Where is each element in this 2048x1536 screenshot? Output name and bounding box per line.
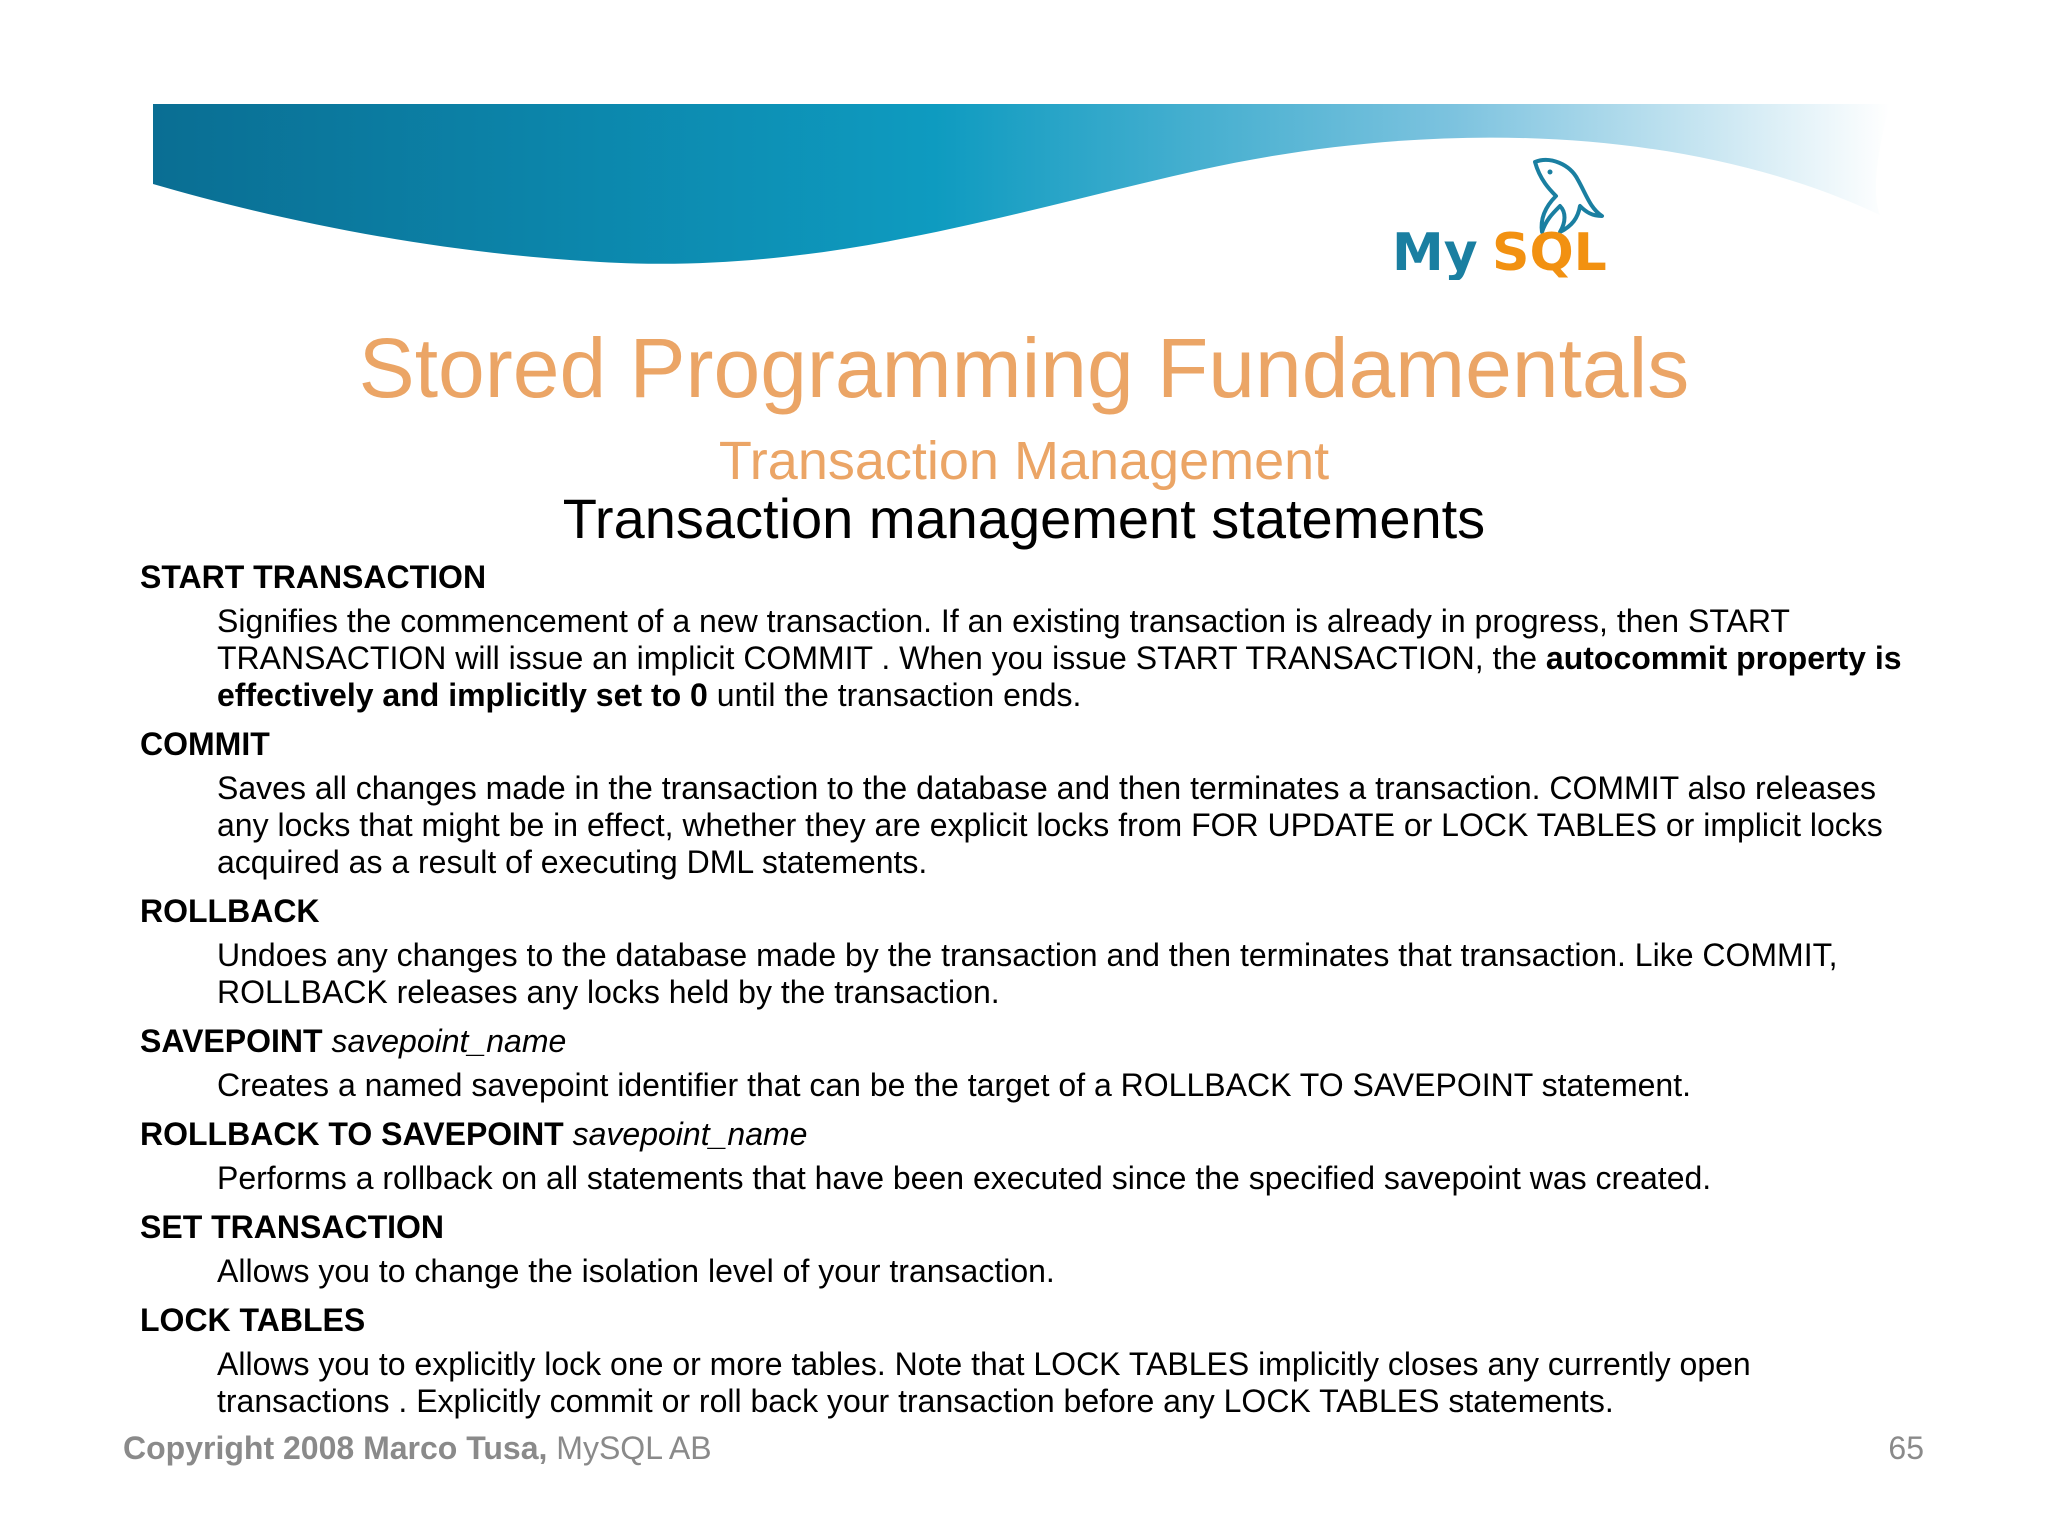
footer-company: MySQL AB — [556, 1430, 712, 1466]
term-set-transaction: SET TRANSACTION — [140, 1209, 444, 1245]
section-heading: Transaction management statements — [562, 487, 1486, 550]
mysql-logo — [1380, 150, 1640, 280]
logo-sql-text: SQL — [1492, 223, 1607, 280]
desc-savepoint: Creates a named savepoint identifier that can be the target of a ROLLBACK TO SAVEPOINT statement. — [217, 1067, 1691, 1103]
desc-rollback: Undoes any changes to the database made by the transaction and then terminates that transaction. Like COMMIT, ROLLBACK releases any locks held by the transaction. — [217, 937, 1838, 1010]
desc-commit: Saves all changes made in the transaction to the database and then terminates a transaction. COMMIT also releases any locks that might be in effect, whether they are explicit locks from FOR UPDATE or LOCK TABLES or implicit locks acquired as a result of executing DML statements. — [217, 770, 1883, 880]
savepoint-param: savepoint_name — [331, 1023, 567, 1059]
statement-list — [140, 555, 1920, 1428]
desc-set-transaction: Allows you to change the isolation level of your transaction. — [217, 1253, 1055, 1289]
term-rollback: ROLLBACK — [140, 893, 320, 929]
rollback-savepoint-param: savepoint_name — [572, 1116, 808, 1152]
footer-copyright: Copyright 2008 Marco Tusa, MySQL AB — [123, 1430, 712, 1466]
desc-start-transaction: Signifies the commencement of a new transaction. If an existing transaction is already in progress, then START TRANSACTION will issue an implicit COMMIT . When you issue START TRANSACTION, the autocommit property is effectively and implicitly set to 0 until the transaction ends. — [217, 603, 1902, 713]
desc-rollback-to-savepoint: Performs a rollback on all statements that have been executed since the specified savepoint was created. — [217, 1160, 1712, 1196]
logo-my-text: My — [1392, 223, 1478, 280]
slide-title: Stored Programming Fundamentals — [358, 321, 1690, 415]
term-lock-tables: LOCK TABLES — [140, 1302, 366, 1338]
slide-subtitle: Transaction Management — [718, 431, 1330, 491]
term-rollback-to-savepoint: ROLLBACK TO SAVEPOINT savepoint_name — [140, 1116, 808, 1152]
header-wave-banner — [0, 0, 2048, 300]
desc-lock-tables: Allows you to explicitly lock one or more tables. Note that LOCK TABLES implicitly closes any currently open transactions . Explicitly commit or roll back your transaction before any LOCK TABLES statements. — [217, 1346, 1751, 1419]
page-number: 65 — [1888, 1430, 1924, 1466]
term-savepoint: SAVEPOINT savepoint_name — [140, 1023, 567, 1059]
term-start-transaction: START TRANSACTION — [140, 559, 487, 595]
term-commit: COMMIT — [140, 726, 270, 762]
